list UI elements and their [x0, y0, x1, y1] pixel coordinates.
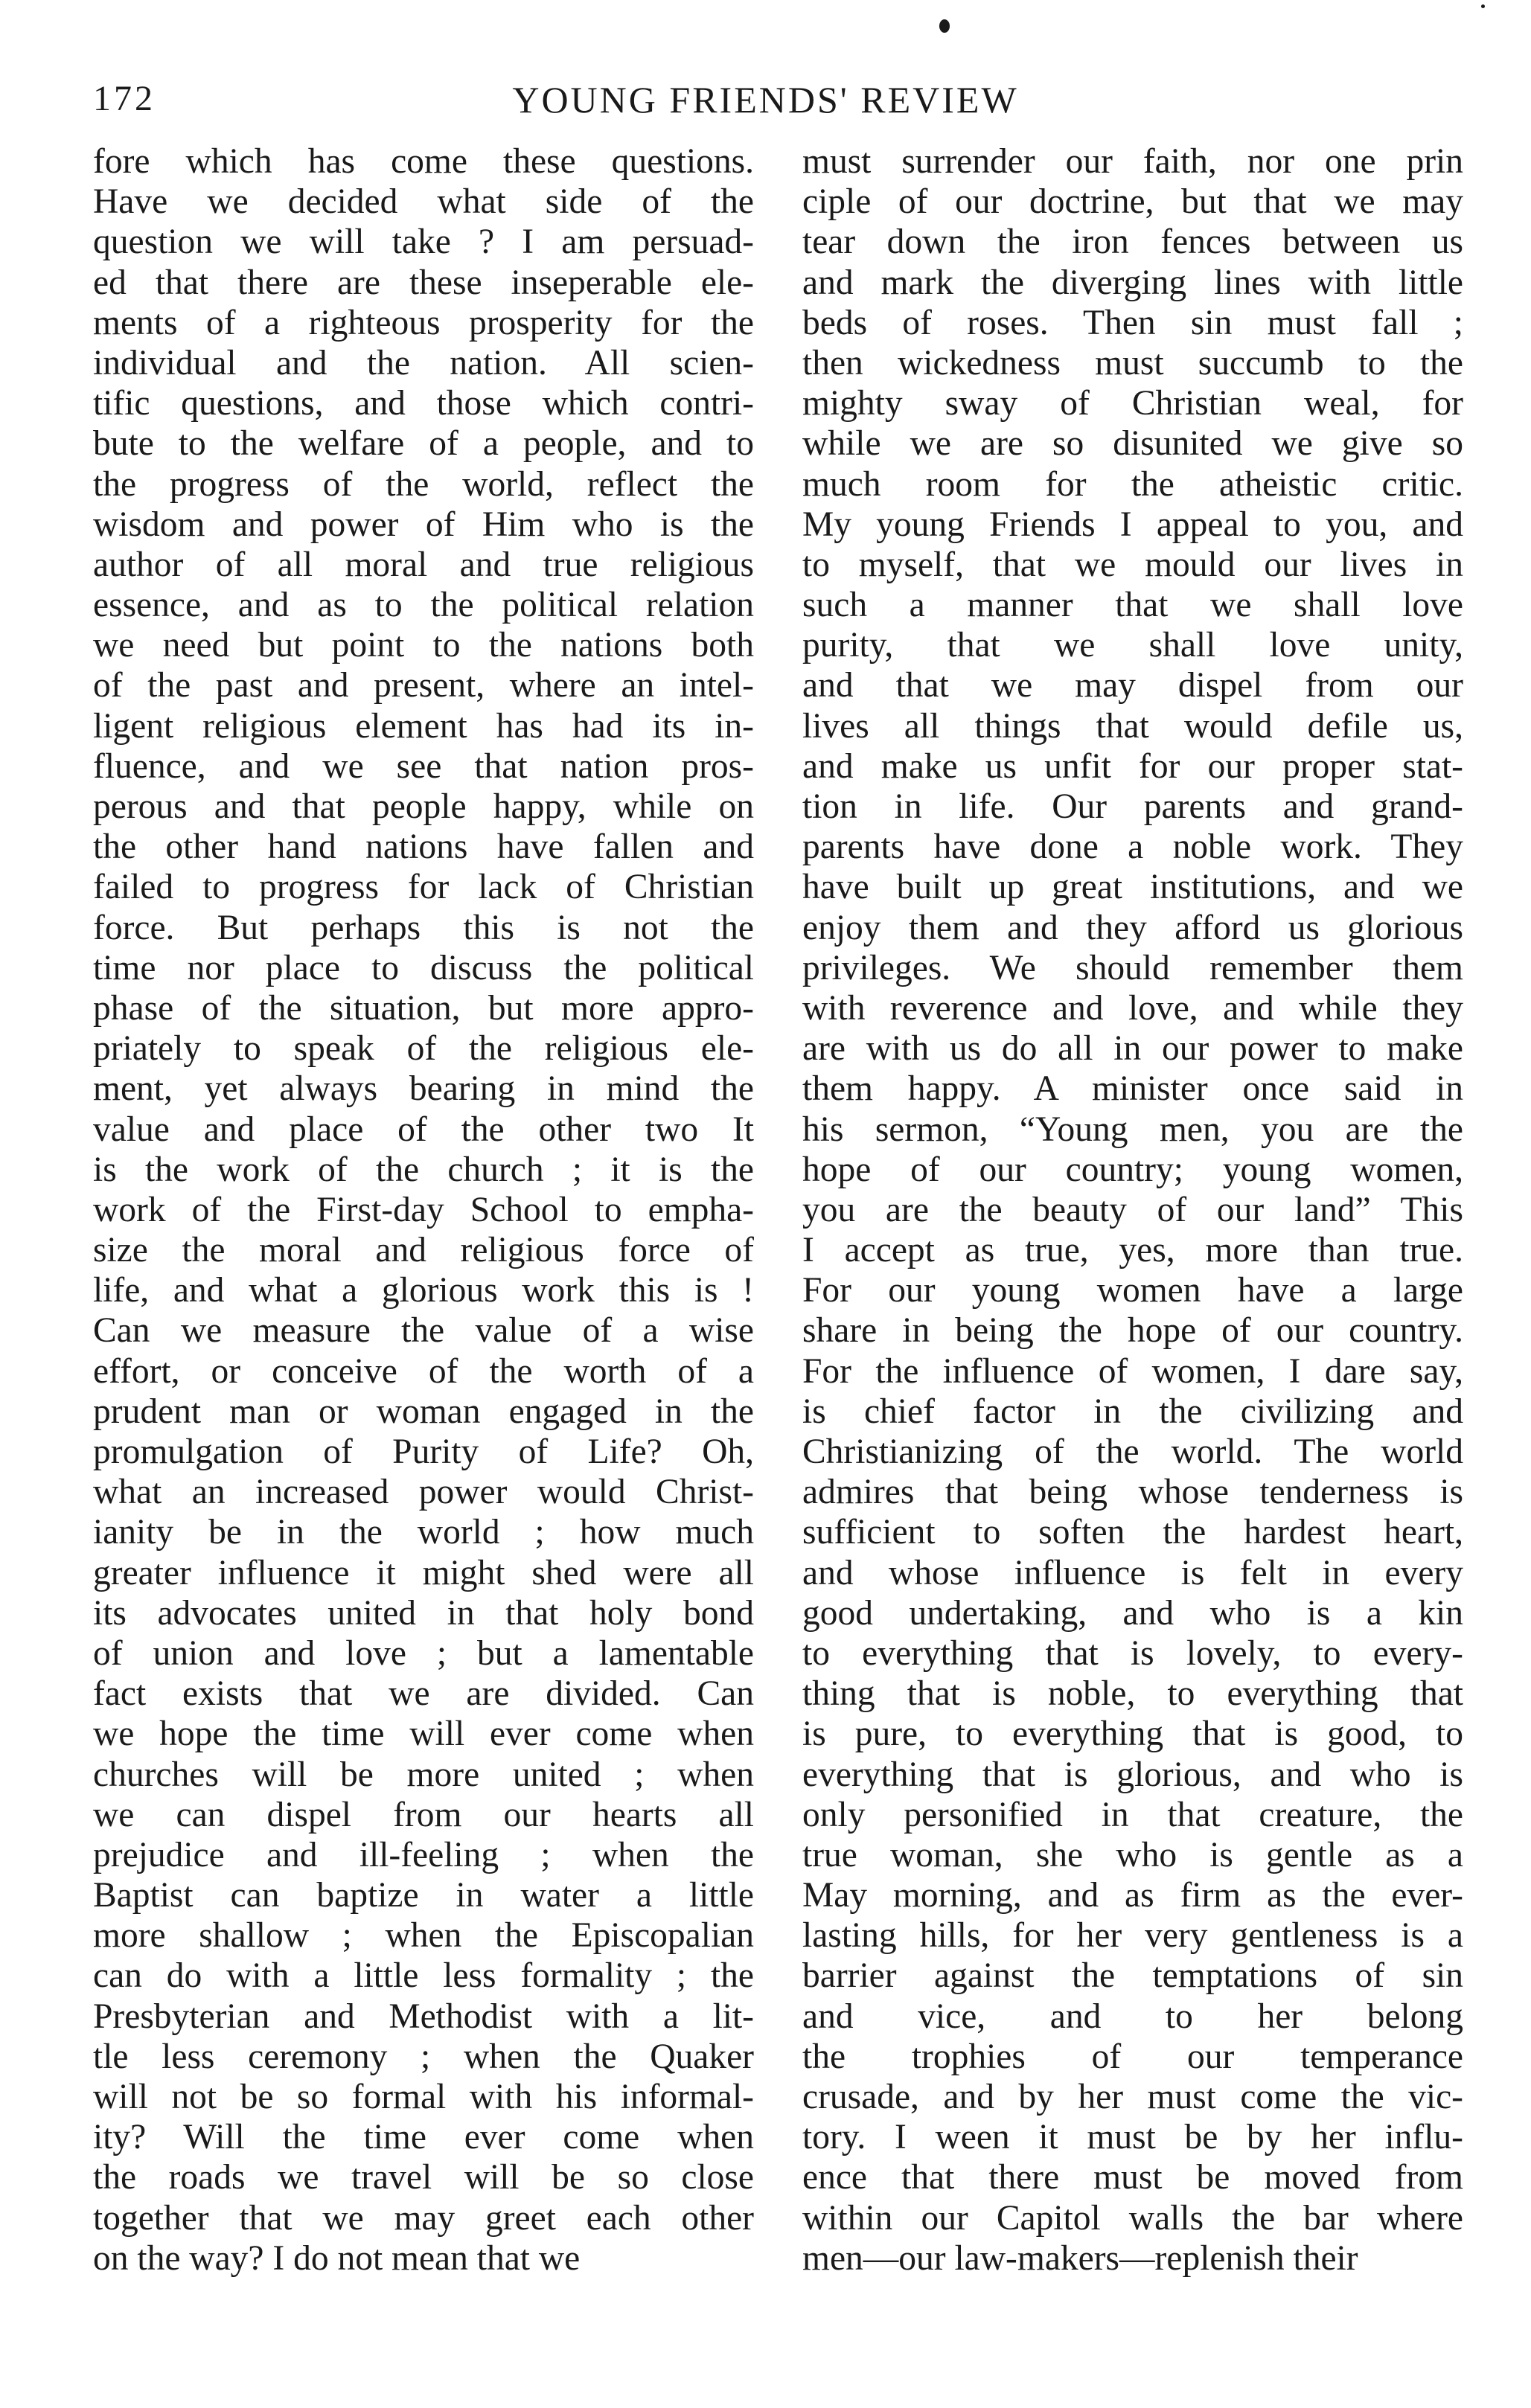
text-line: sufficient to soften the hardest heart, — [802, 1513, 1463, 1552]
text-line: hope of our country; young women, — [802, 1150, 1463, 1189]
text-line: purity, that we shall love unity, — [802, 626, 1463, 665]
text-line: we can dispel from our hearts all — [93, 1795, 754, 1834]
text-line: them happy. A minister once said in — [802, 1069, 1463, 1109]
text-line: privileges. We should remember them — [802, 948, 1463, 987]
text-line: good undertaking, and who is a kin — [802, 1593, 1463, 1633]
text-line: wisdom and power of Him who is the — [93, 505, 754, 544]
text-line: the other hand nations have fallen and — [93, 827, 754, 867]
page-header — [0, 78, 1531, 130]
text-line: such a manner that we shall love — [802, 586, 1463, 625]
text-line: prejudice and ill-feeling ; when the — [93, 1835, 754, 1874]
text-line: you are the beauty of our land” This — [802, 1190, 1463, 1229]
text-line: question we will take ? I am persuad- — [93, 222, 754, 262]
text-line: of union and love ; but a lamentable — [93, 1633, 754, 1673]
text-line: failed to progress for lack of Christian — [93, 868, 754, 907]
text-line: will not be so formal with his informal- — [93, 2078, 754, 2116]
text-line: to myself, that we mould our lives in — [802, 545, 1463, 584]
text-line: author of all moral and true religious — [93, 545, 754, 584]
text-line: and make us unfit for our proper stat- — [802, 746, 1463, 786]
text-line: For the influence of women, I dare say, — [802, 1351, 1463, 1391]
text-line: perous and that people happy, while on — [93, 787, 754, 826]
text-line: and mark the diverging lines with little — [802, 263, 1463, 302]
text-line: ments of a righteous prosperity for the — [93, 303, 754, 342]
text-line: then wickedness must succumb to the — [802, 343, 1463, 382]
left-column — [93, 141, 754, 2279]
text-line: of the past and present, where an intel- — [93, 666, 754, 705]
text-line: within our Capitol walls the bar where — [802, 2198, 1463, 2238]
text-line: have built up great institutions, and we — [802, 868, 1463, 907]
text-line: ciple of our doctrine, but that we may — [802, 182, 1463, 222]
text-line: individual and the nation. All scien- — [93, 343, 754, 382]
right-column — [802, 141, 1463, 2279]
text-line: ence that there must be moved from — [802, 2158, 1463, 2197]
text-line: ed that there are these inseperable ele- — [93, 263, 754, 302]
text-line: tion in life. Our parents and grand- — [802, 787, 1463, 826]
text-line: true woman, she who is gentle as a — [802, 1835, 1463, 1874]
text-line: the roads we travel will be so close — [93, 2158, 754, 2197]
text-line: his sermon, “Young men, you are the — [802, 1109, 1463, 1149]
text-line: everything that is glorious, and who is — [802, 1755, 1463, 1794]
text-line: ment, yet always bearing in mind the — [93, 1069, 754, 1109]
text-line: is pure, to everything that is good, to — [802, 1714, 1463, 1754]
text-line: and whose influence is felt in every — [802, 1553, 1463, 1592]
text-line: lives all things that would defile us, — [802, 706, 1463, 746]
text-line: I accept as true, yes, more than true. — [802, 1231, 1463, 1270]
running-title: YOUNG FRIENDS' REVIEW — [512, 79, 1019, 121]
text-line: the trophies of our temperance — [802, 2037, 1463, 2076]
text-line: together that we may greet each other — [93, 2198, 754, 2238]
text-line: May morning, and as firm as the ever- — [802, 1876, 1463, 1915]
text-line: its advocates united in that holy bond — [93, 1593, 754, 1633]
text-line: essence, and as to the political relation — [93, 586, 754, 625]
text-line: life, and what a glorious work this is ! — [93, 1271, 754, 1310]
text-line: we need but point to the nations both — [93, 626, 754, 665]
text-line: and that we may dispel from our — [802, 666, 1463, 705]
ink-speck-mark — [1481, 4, 1485, 8]
text-line: force. But perhaps this is not the — [93, 908, 754, 947]
text-line: ligent religious element has had its in- — [93, 706, 754, 746]
text-line: tear down the iron fences between us — [802, 222, 1463, 262]
text-line: promulgation of Purity of Life? Oh, — [93, 1432, 754, 1471]
text-line: Have we decided what side of the — [93, 182, 754, 222]
text-line: what an increased power would Christ- — [93, 1473, 754, 1512]
text-line: fact exists that we are divided. Can — [93, 1674, 754, 1714]
text-line: fore which has come these questions. — [93, 142, 754, 181]
text-line: while we are so disunited we give so — [802, 424, 1463, 464]
text-line: barrier against the temptations of sin — [802, 1956, 1463, 1996]
text-line: is the work of the church ; it is the — [93, 1150, 754, 1189]
text-line: enjoy them and they afford us glorious — [802, 908, 1463, 947]
text-line: churches will be more united ; when — [93, 1755, 754, 1794]
text-line: tory. I ween it must be by her influ- — [802, 2118, 1463, 2157]
text-line: Presbyterian and Methodist with a lit- — [93, 1996, 754, 2036]
text-line: we hope the time will ever come when — [93, 1714, 754, 1754]
text-line: greater influence it might shed were all — [93, 1553, 754, 1592]
text-line: size the moral and religious force of — [93, 1231, 754, 1270]
text-line: is chief factor in the civilizing and — [802, 1392, 1463, 1431]
text-line: tle less ceremony ; when the Quaker — [93, 2037, 754, 2076]
text-line: the progress of the world, reflect the — [93, 464, 754, 504]
text-line: value and place of the other two It — [93, 1109, 754, 1149]
text-line: men—our law-makers—replenish their — [802, 2238, 1358, 2278]
text-line: crusade, and by her must come the vic- — [802, 2078, 1463, 2116]
text-line: parents have done a noble work. They — [802, 827, 1463, 867]
text-line: more shallow ; when the Episcopalian — [93, 1916, 754, 1956]
text-line: For our young women have a large — [802, 1271, 1463, 1310]
text-line: lasting hills, for her very gentleness is a — [802, 1916, 1463, 1956]
text-line: are with us do all in our power to make — [802, 1029, 1463, 1069]
ink-dot-mark — [939, 19, 950, 33]
text-line: fluence, and we see that nation pros- — [93, 746, 754, 786]
text-line: admires that being whose tenderness is — [802, 1473, 1463, 1512]
text-line: bute to the welfare of a people, and to — [93, 424, 754, 464]
text-line: Can we measure the value of a wise — [93, 1311, 754, 1351]
text-line: priately to speak of the religious ele- — [93, 1029, 754, 1069]
text-line: effort, or conceive of the worth of a — [93, 1351, 754, 1391]
page-number: 172 — [93, 79, 156, 118]
text-line: only personified in that creature, the — [802, 1795, 1463, 1834]
text-line: mighty sway of Christian weal, for — [802, 384, 1463, 423]
text-line: beds of roses. Then sin must fall ; — [802, 303, 1463, 342]
text-line: on the way? I do not mean that we — [93, 2238, 581, 2278]
text-line: prudent man or woman engaged in the — [93, 1392, 754, 1431]
text-line: and vice, and to her belong — [802, 1996, 1463, 2036]
text-line: share in being the hope of our country. — [802, 1311, 1463, 1351]
text-line: phase of the situation, but more appro- — [93, 988, 754, 1028]
text-line: thing that is noble, to everything that — [802, 1674, 1463, 1714]
text-line: Christianizing of the world. The world — [802, 1432, 1463, 1471]
text-line: work of the First-day School to empha- — [93, 1190, 754, 1229]
text-line: ianity be in the world ; how much — [93, 1513, 754, 1552]
text-line: time nor place to discuss the political — [93, 948, 754, 987]
text-line: much room for the atheistic critic. — [802, 464, 1463, 504]
text-line: ity? Will the time ever come when — [93, 2118, 754, 2157]
text-line: Baptist can baptize in water a little — [93, 1876, 754, 1915]
text-line: tific questions, and those which contri- — [93, 384, 754, 423]
text-line: My young Friends I appeal to you, and — [802, 505, 1463, 544]
text-line: to everything that is lovely, to every- — [802, 1633, 1463, 1673]
text-line: can do with a little less formality ; the — [93, 1956, 754, 1996]
text-line: with reverence and love, and while they — [802, 988, 1463, 1028]
text-line: must surrender our faith, nor one prin — [802, 142, 1463, 181]
